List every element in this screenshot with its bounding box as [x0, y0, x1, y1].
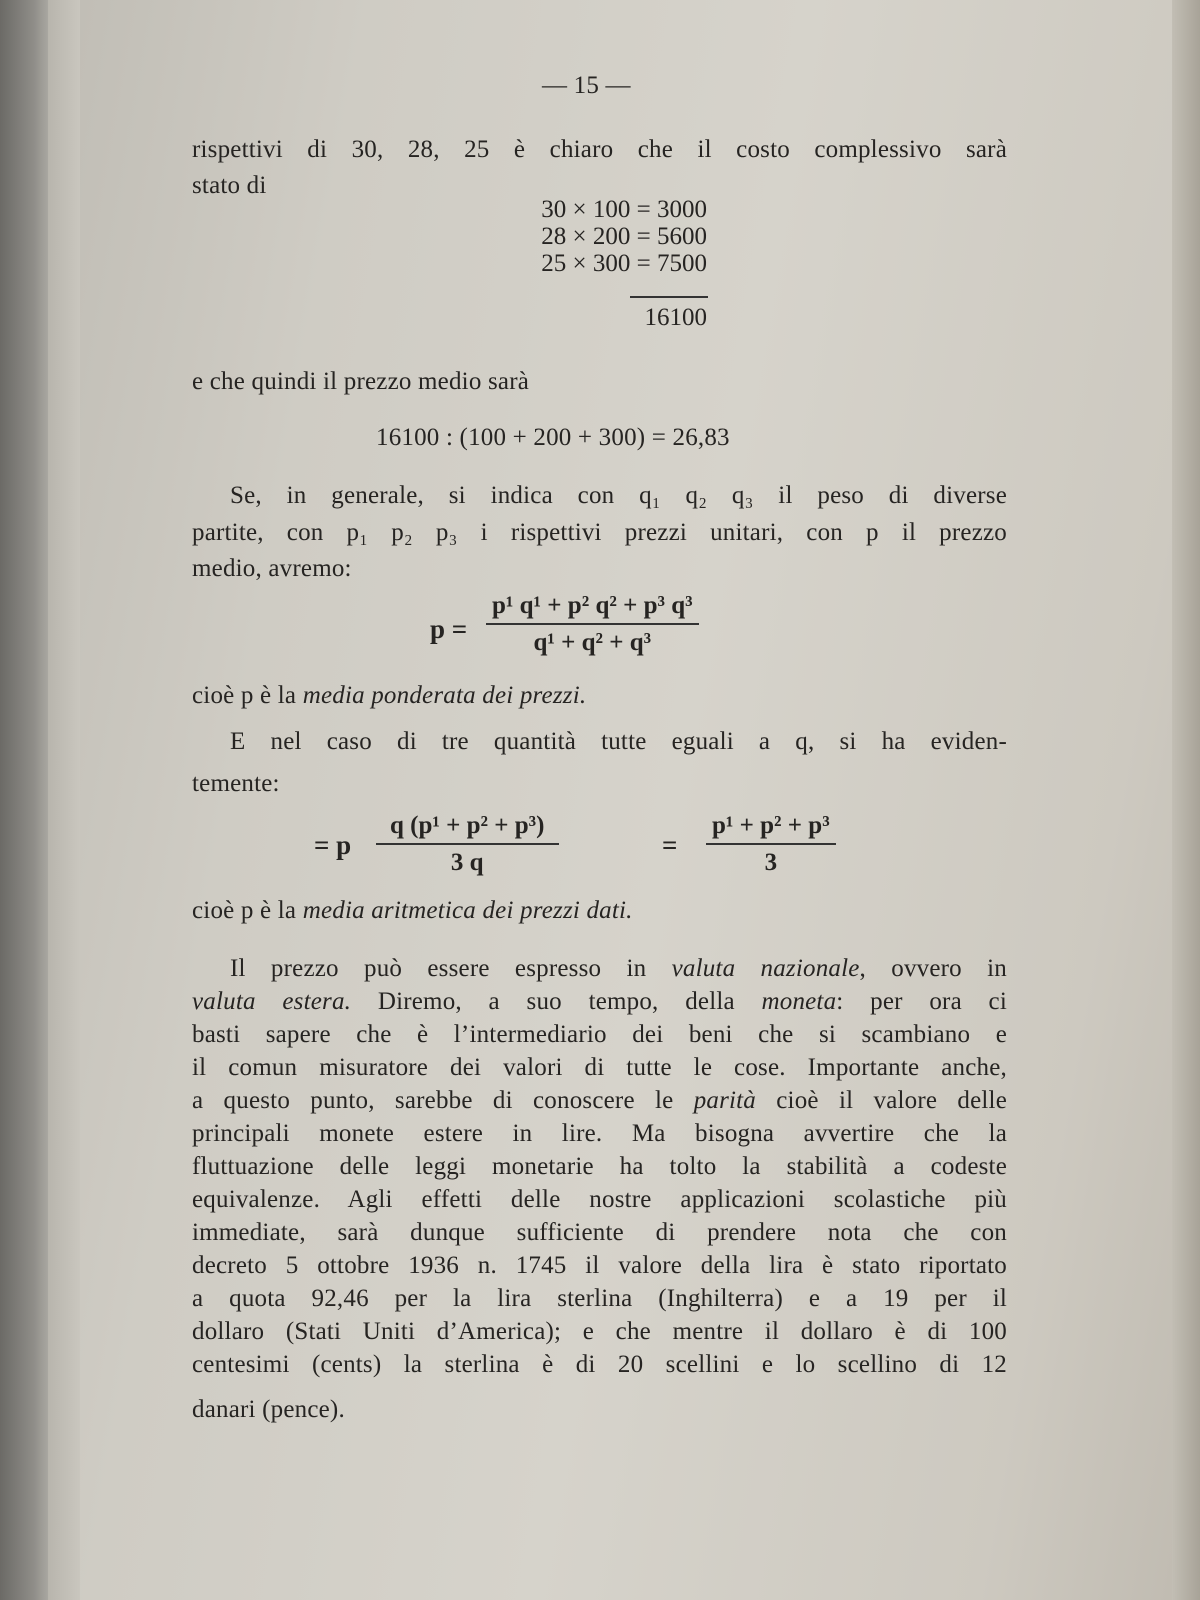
- text-line: e che quindi il prezzo medio sarà: [192, 368, 530, 395]
- formula-lhs: = p: [314, 830, 352, 860]
- text-line: [192, 1252, 1007, 1280]
- emphasis: media aritmetica dei prezzi dati.: [302, 897, 633, 924]
- text-line: [192, 1021, 1007, 1049]
- text: principali monete estere in lire. Ma bisogna avvertire che la: [192, 1120, 1007, 1147]
- text: basti sapere che è l’intermediario dei beni che si scambiano e: [192, 1021, 1007, 1048]
- formula-weighted-mean: [486, 592, 699, 657]
- text: Diremo, a suo tempo, della: [351, 988, 762, 1015]
- equation-average: 16100 : (100 + 200 + 300) = 26,83: [376, 424, 730, 451]
- page-edge: [48, 0, 80, 1600]
- calculation-row: 25 × 300 = 7500: [541, 250, 707, 277]
- text-line: [230, 955, 1007, 983]
- text-line: [192, 1120, 1007, 1148]
- formula-lhs: p =: [430, 614, 468, 644]
- emphasis: moneta: [761, 988, 837, 1015]
- text: cioè p è la: [192, 897, 303, 924]
- text-line: [192, 1153, 1007, 1181]
- text-line: medio, avremo:: [192, 555, 352, 582]
- page-number: — 15 —: [542, 72, 631, 99]
- page-edge-right: [1172, 0, 1200, 1600]
- text: , ovvero in: [859, 955, 1007, 982]
- text-line: [192, 1219, 1007, 1247]
- text-line: [192, 1351, 1007, 1379]
- text-line: [192, 1186, 1007, 1214]
- text-line: temente:: [192, 770, 280, 797]
- text-line: Se, in generale, si indica con q₁ q₂ q₃ il peso di diverse: [230, 482, 1007, 509]
- numerator: q (p¹ + p² + p³): [376, 812, 559, 845]
- calculation-row: 30 × 100 = 3000: [541, 196, 707, 223]
- text-line: rispettivi di 30, 28, 25 è chiaro che il costo complessivo sarà: [192, 136, 1007, 163]
- text: equivalenze. Agli effetti delle nostre applicazioni scolastiche più: [192, 1186, 1007, 1213]
- numerator: p¹ q¹ + p² q² + p³ q³: [486, 592, 699, 625]
- emphasis: valuta nazionale: [671, 955, 860, 982]
- emphasis: media ponderata dei prezzi.: [302, 682, 587, 709]
- text-line: [192, 1285, 1007, 1313]
- formula-fraction-1: [376, 812, 559, 877]
- calculation-row: 28 × 200 = 5600: [541, 223, 707, 250]
- text: a quota 92,46 per la lira sterlina (Inghilterra) e a 19 per il: [192, 1285, 1007, 1312]
- text-line: [192, 897, 633, 925]
- text: immediate, sarà dunque sufficiente di prendere nota che con: [192, 1219, 1007, 1246]
- numerator: p¹ + p² + p³: [706, 812, 836, 845]
- emphasis: valuta estera.: [192, 988, 352, 1015]
- text: centesimi (cents) la sterlina è di 20 scellini e lo scellino di 12: [192, 1351, 1007, 1378]
- denominator: 3 q: [450, 849, 484, 876]
- equals-sign: =: [662, 830, 678, 860]
- text-line: [192, 1087, 1007, 1115]
- text: a questo punto, sarebbe di conoscere le: [192, 1087, 694, 1114]
- text: Il prezzo può essere espresso in: [230, 955, 672, 982]
- denominator: q¹ + q² + q³: [533, 629, 652, 656]
- text: cioè p è la: [192, 682, 303, 709]
- text-line: [192, 1318, 1007, 1346]
- book-spine-shadow: [0, 0, 48, 1600]
- text-line: [192, 988, 1007, 1016]
- text-line: partite, con p₁ p₂ p₃ i rispettivi prezzi unitari, con p il prezzo: [192, 519, 1007, 546]
- text: fluttuazione delle leggi monetarie ha tolto la stabilità a codeste: [192, 1153, 1007, 1180]
- sum-rule: [630, 296, 708, 298]
- emphasis: parità: [693, 1087, 757, 1114]
- text: cioè il valore delle: [756, 1087, 1007, 1114]
- text-line: [192, 1054, 1007, 1082]
- text: decreto 5 ottobre 1936 n. 1745 il valore della lira è stato riportato: [192, 1252, 1007, 1279]
- text: dollaro (Stati Uniti d’America); e che mentre il dollaro è di 100: [192, 1318, 1007, 1345]
- text: danari (pence).: [192, 1396, 345, 1423]
- formula-fraction-2: [706, 812, 836, 877]
- denominator: 3: [764, 849, 778, 876]
- text: il comun misuratore dei valori di tutte le cose. Importante anche,: [192, 1054, 1007, 1081]
- calculation-total: 16100: [644, 304, 707, 331]
- text-line: [192, 682, 586, 710]
- text-line: [192, 1396, 345, 1424]
- text: : per ora ci: [836, 988, 1007, 1015]
- text-line: E nel caso di tre quantità tutte eguali a q, si ha eviden-: [230, 728, 1007, 755]
- text-line: stato di: [192, 172, 267, 199]
